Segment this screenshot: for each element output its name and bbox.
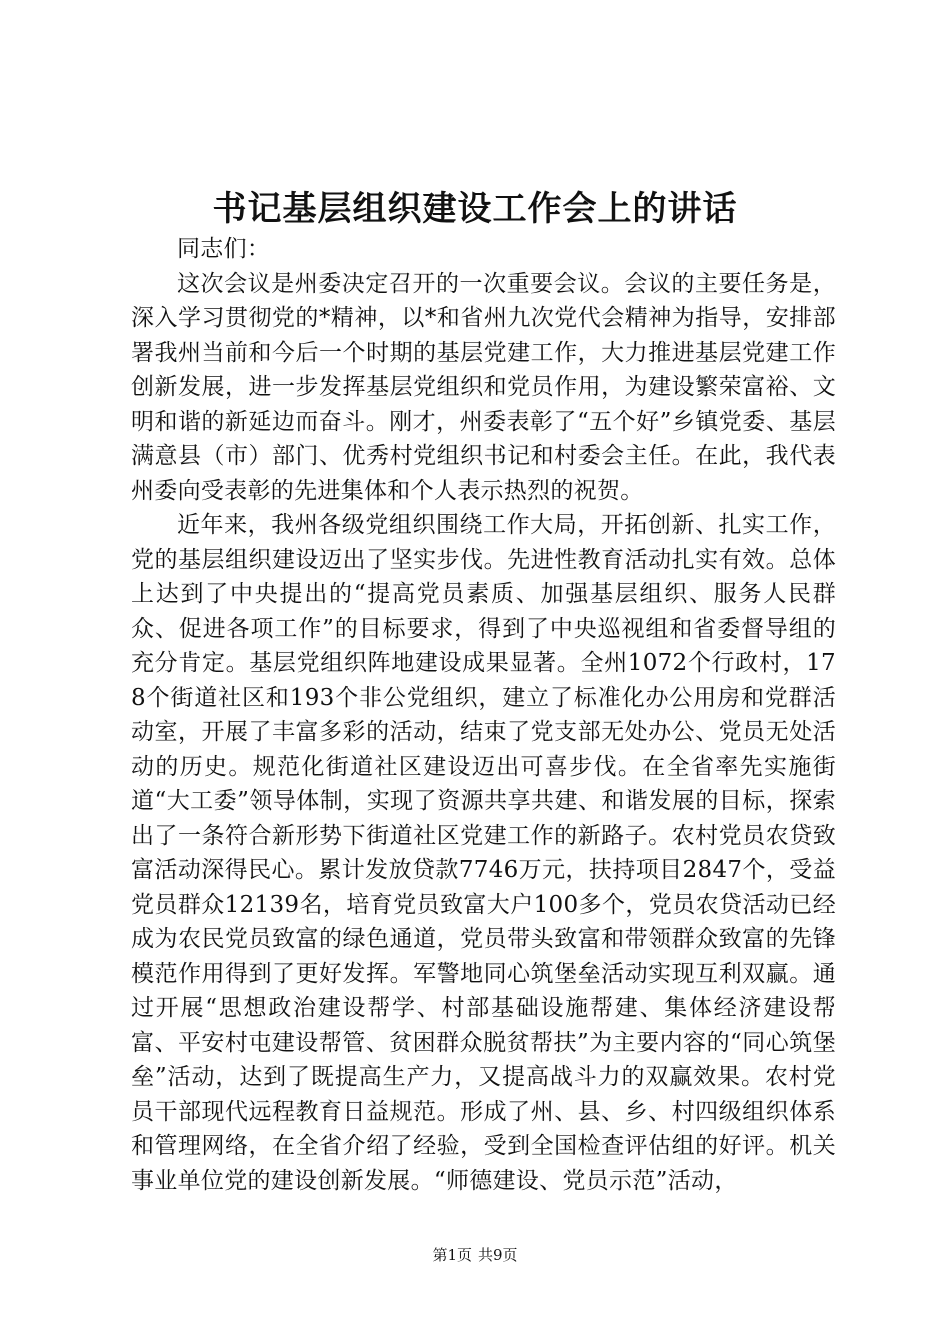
page-number: 第1页 [432, 1246, 472, 1264]
greeting: 同志们： [177, 236, 271, 262]
body-paragraph: 这次会议是州委决定召开的一次重要会议。会议的主要任务是，深入学习贯彻党的*精神，以*和省州九次党代会精神为指导，安排部署我州当前和今后一个时期的基层党建工作，大力推进基层党建工作创新发展，进一步发挥基层党组织和党员作用，为建设繁荣富裕、文明和谐的新延边而奋斗。刚才，州委表彰了“五个好”乡镇党委、基层满意县（市）部门、优秀村党组织书记和村委会主任。在此，我代表州委向受表彰的先进集体和个人表示热烈的祝贺。 [131, 270, 836, 504]
document-body [131, 232, 836, 1198]
document-title: 书记基层组织建设工作会上的讲话 [212, 189, 738, 229]
body-paragraph: 近年来，我州各级党组织围绕工作大局，开拓创新、扎实工作，党的基层组织建设迈出了坚实步伐。先进性教育活动扎实有效。总体上达到了中央提出的“提高党员素质、加强基层组织、服务人民群众、促进各项工作”的目标要求，得到了中央巡视组和省委督导组的充分肯定。基层党组织阵地建设成果显著。全州1072个行政村，178个街道社区和193个非公党组织，建立了标准化办公用房和党群活动室，开展了丰富多彩的活动，结束了党支部无处办公、党员无处活动的历史。规范化街道社区建设迈出可喜步伐。在全省率先实施街道“大工委”领导体制，实现了资源共享共建、和谐发展的目标，探索出了一条符合新形势下街道社区党建工作的新路子。农村党员农贷致富活动深得民心。累计发放贷款7746万元，扶持项目2847个，受益党员群众12139名，培育党员致富大户100多个，党员农贷活动已经成为农民党员致富的绿色通道，党员带头致富和带领群众致富的先锋模范作用得到了更好发挥。军警地同心筑堡垒活动实现互利双赢。通过开展“思想政治建设帮学、村部基础设施帮建、集体经济建设帮富、平安村屯建设帮管、贫困群众脱贫帮扶”为主要内容的“同心筑堡垒”活动，达到了既提高生产力，又提高战斗力的双赢效果。农村党员干部现代远程教育日益规范。形成了州、县、乡、村四级组织体系和管理网络，在全省介绍了经验，受到全国检查评估组的好评。机关事业单位党的建设创新发展。“师德建设、党员示范”活动， [131, 512, 836, 1194]
page-total: 共9页 [478, 1246, 518, 1264]
page-footer [0, 1244, 950, 1266]
